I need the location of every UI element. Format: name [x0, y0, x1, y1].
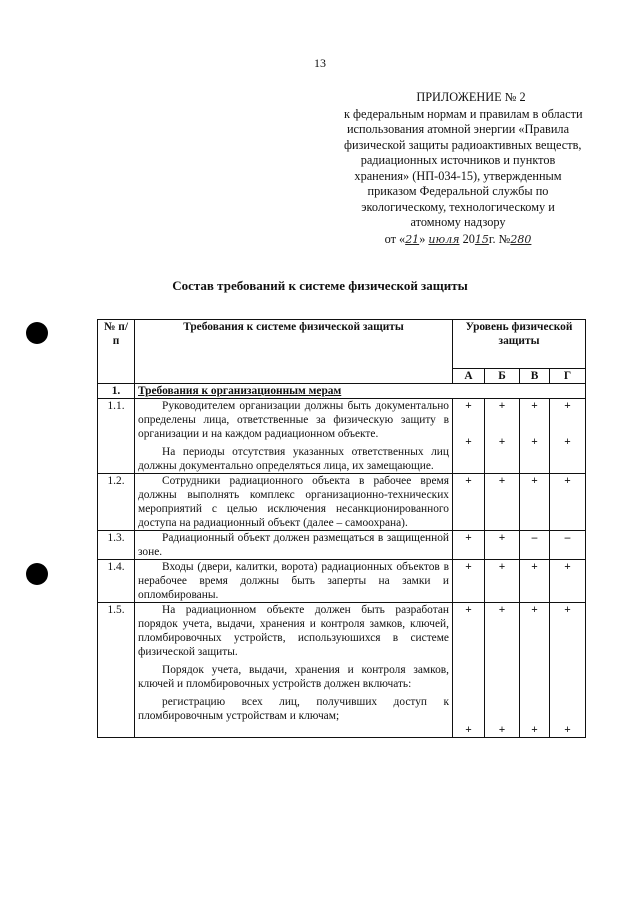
- order-year-suffix: г. №: [488, 231, 511, 246]
- order-year-prefix: 20: [462, 231, 475, 246]
- punch-hole: [26, 563, 48, 585]
- row-number: 1.1.: [98, 399, 135, 474]
- row-number: 1.4.: [98, 560, 135, 603]
- header-requirements: Требования к системе физической защиты: [135, 320, 453, 384]
- table-row: [98, 399, 586, 474]
- mark-a: +: [453, 531, 485, 560]
- row-number: 1.: [98, 384, 135, 399]
- requirement-paragraph: На радиационном объекте должен быть разработан порядок учета, выдачи, хранения и контроля замков, ключей, пломбировочных устройств, используюшихся в системе физической защиты.: [138, 604, 449, 658]
- requirement-text: [135, 603, 453, 738]
- requirement-paragraph: Входы (двери, калитки, ворота) радиационных объектов в нерабочее время должны быть заперты на замки и опломбированы.: [138, 561, 449, 601]
- level-a: А: [453, 369, 485, 384]
- row-number: 1.5.: [98, 603, 135, 738]
- mark-v: +: [520, 560, 550, 603]
- level-b: Б: [485, 369, 520, 384]
- level-v: В: [520, 369, 550, 384]
- document-title: Состав требований к системе физической защиты: [172, 278, 468, 293]
- header-num: № п/п: [98, 320, 135, 384]
- requirement-paragraph: Руководителем организации должны быть документально определены лица, ответственные за физическую защиту в организации и на каждом радиационном объекте.: [138, 400, 449, 440]
- mark-v: +: [520, 474, 550, 531]
- mark-b: + +: [485, 603, 520, 738]
- mark-b: +: [485, 531, 520, 560]
- requirement-paragraph: На периоды отсутствия указанных ответственных лиц должны документально определяться лица, их замещающие.: [138, 446, 449, 472]
- appendix-line: физической защиты радиоактивных веществ,: [344, 137, 582, 152]
- table-row: [98, 603, 586, 738]
- row-number: 1.3.: [98, 531, 135, 560]
- requirement-paragraph: Сотрудники радиационного объекта в рабочее время должны выполнять комплекс организационно-технических мероприятий с целью исключения несанкционированного доступа на радиационный объект (далее – самоохрана).: [138, 475, 449, 529]
- mark-a: +: [453, 560, 485, 603]
- mark-v: –: [520, 531, 550, 560]
- level-g: Г: [550, 369, 586, 384]
- appendix-line: использования атомной энергии «Правила: [346, 122, 570, 136]
- requirement-paragraph: регистрацию всех лиц, получивших доступ к пломбировочным устройствам и ключам;: [138, 696, 449, 722]
- page-number: 13: [314, 56, 326, 70]
- order-number: 280: [510, 232, 532, 246]
- appendix-line: радиационных источников и пунктов: [360, 153, 556, 167]
- requirement-text: [135, 474, 453, 531]
- order-year: 15: [474, 232, 489, 246]
- table-row: [98, 531, 586, 560]
- mark-g: + +: [550, 399, 586, 474]
- appendix-line: хранения» (НП-034-15), утвержденным: [354, 168, 562, 183]
- table-row: [98, 474, 586, 531]
- appendix-block: [344, 90, 583, 247]
- table-row: [98, 384, 586, 399]
- order-prefix: от «: [384, 231, 406, 246]
- mark-a: +: [453, 474, 485, 531]
- appendix-title: ПРИЛОЖЕНИЕ № 2: [416, 90, 526, 104]
- mark-b: +: [485, 474, 520, 531]
- punch-hole: [26, 322, 48, 344]
- mark-g: +: [550, 474, 586, 531]
- appendix-line: к федеральным нормам и правилам в области: [344, 106, 583, 121]
- mark-a: + +: [453, 603, 485, 738]
- appendix-line: атомному надзору: [410, 215, 506, 229]
- requirement-text: [135, 399, 453, 474]
- mark-b: +: [485, 560, 520, 603]
- mark-b: + +: [485, 399, 520, 474]
- mark-g: + +: [550, 603, 586, 738]
- table-row: [98, 560, 586, 603]
- header-level: Уровень физической защиты: [453, 320, 586, 369]
- mark-v: + +: [520, 603, 550, 738]
- requirement-paragraph: Радиационный объект должен размещаться в защищенной зоне.: [138, 532, 449, 558]
- order-mid: »: [419, 231, 426, 246]
- mark-v: + +: [520, 399, 550, 474]
- appendix-line: экологическому, технологическому и: [361, 199, 555, 214]
- requirement-paragraph: Порядок учета, выдачи, хранения и контроля замков, ключей и пломбировочных устройств должен включать:: [138, 664, 449, 690]
- appendix-line: приказом Федеральной службы по: [367, 184, 549, 198]
- row-number: 1.2.: [98, 474, 135, 531]
- requirements-table: [97, 319, 586, 738]
- order-date-line: [344, 232, 572, 248]
- mark-g: –: [550, 531, 586, 560]
- order-day: 21: [405, 232, 420, 246]
- mark-a: + +: [453, 399, 485, 474]
- mark-g: +: [550, 560, 586, 603]
- section-title: Требования к организационным мерам: [135, 384, 586, 399]
- requirement-text: [135, 531, 453, 560]
- order-month: июля: [428, 232, 460, 246]
- requirement-text: [135, 560, 453, 603]
